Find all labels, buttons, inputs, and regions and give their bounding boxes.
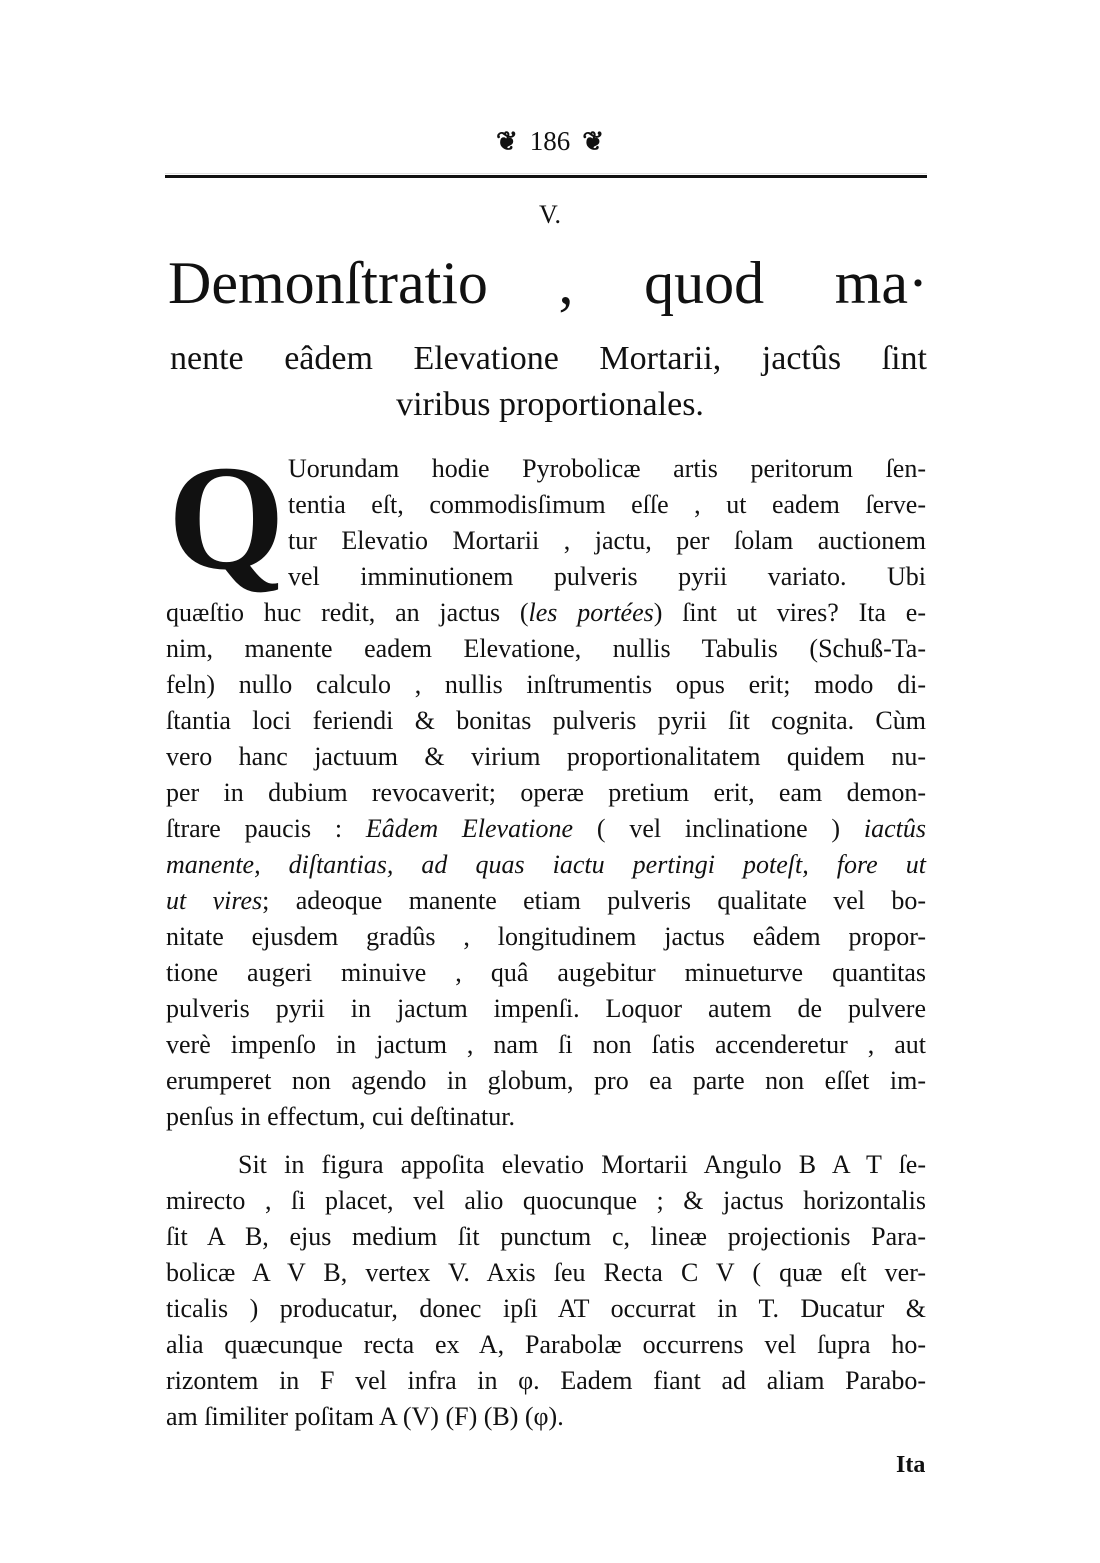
text-line: vel imminutionem pulveris pyrii variato. Ubi xyxy=(288,562,926,591)
floral-ornament-icon: ❦ xyxy=(495,127,518,156)
text-line: Uorundam hodie Pyrobolicæ artis peritorum ſen- xyxy=(288,454,926,483)
text-line: erumperet non agendo in globum, pro ea parte non eſſet im- xyxy=(166,1066,926,1095)
text-line: verè impenſo in jactum , nam ſi non ſatis accenderetur , aut xyxy=(166,1030,926,1059)
text-line: am ſimiliter poſitam A (V) (F) (B) (φ). xyxy=(166,1402,564,1431)
text-span: ) ſint ut vires? Ita e- xyxy=(653,598,926,627)
text-span: ſtrare paucis : xyxy=(166,814,366,843)
running-header xyxy=(0,126,1100,157)
italic-span: les portées xyxy=(528,598,654,627)
text-line: tentia eſt, commodisſimum eſſe , ut eadem ſerve- xyxy=(288,490,926,519)
text-line: nim, manente eadem Elevatione, nullis Tabulis (Schuß-Ta- xyxy=(166,634,926,663)
italic-span: Eâdem Elevatione xyxy=(365,814,574,843)
text-line xyxy=(166,812,926,846)
text-span: ; adeoque manente etiam pulveris qualitate vel bo- xyxy=(262,886,926,915)
text-line: Sit in figura appoſita elevatio Mortarii Angulo B A T ſe- xyxy=(238,1150,926,1179)
text-line: ſit A B, ejus medium ſit punctum c, lineæ projectionis Para- xyxy=(166,1222,926,1251)
text-line xyxy=(166,884,926,918)
italic-span: iactûs xyxy=(863,814,926,843)
text-line: mirecto , ſi placet, vel alio quocunque ; & jactus horizontalis xyxy=(166,1186,926,1215)
text-line: tur Elevatio Mortarii , jactu, per ſolam auctionem xyxy=(288,526,926,555)
text-line xyxy=(166,596,926,630)
text-line: nitate ejusdem gradûs , longitudinem jactus eâdem propor- xyxy=(166,922,926,951)
text-line: per in dubium revocaverit; operæ pretium erit, eam demon- xyxy=(166,778,926,807)
chapter-title-line-1: Demonſtratio , quod ma· xyxy=(168,250,928,316)
text-line: bolicæ A V B, vertex V. Axis ſeu Recta C V ( quæ eſt ver- xyxy=(166,1258,926,1287)
section-numeral: V. xyxy=(539,200,561,229)
header-rule xyxy=(165,175,927,178)
catchword: Ita xyxy=(896,1452,926,1478)
text-line: tione augeri minuive , quâ augebitur minueturve quantitas xyxy=(166,958,926,987)
text-line: vero hanc jactuum & virium proportionalitatem quidem nu- xyxy=(166,742,926,771)
floral-ornament-icon: ❦ xyxy=(582,127,605,156)
drop-cap: Q xyxy=(168,435,285,601)
text-line: alia quæcunque recta ex A, Parabolæ occurrens vel ſupra ho- xyxy=(166,1330,926,1359)
page-number: 186 xyxy=(529,126,571,156)
text-line: ticalis ) producatur, donec ipſi AT occurrat in T. Ducatur & xyxy=(166,1294,926,1323)
chapter-title-line-2: nente eâdem Elevatione Mortarii, jactûs ſint xyxy=(170,340,927,377)
text-line: pulveris pyrii in jactum impenſi. Loquor autem de pulvere xyxy=(166,994,926,1023)
text-line: penſus in effectum, cui deſtinatur. xyxy=(166,1102,515,1131)
chapter-title-line-3: viribus proportionales. xyxy=(396,386,704,423)
text-line: rizontem in F vel infra in φ. Eadem fiant ad aliam Parabo- xyxy=(166,1366,926,1395)
text-span: quæſtio huc redit, an jactus ( xyxy=(166,598,529,627)
text-line: ſtantia loci feriendi & bonitas pulveris pyrii ſit cognita. Cùm xyxy=(166,706,926,735)
text-span: ( vel inclinatione ) xyxy=(573,814,864,843)
italic-span: ut vires xyxy=(166,886,263,915)
italic-span: manente, diſtantias, ad quas iactu pertingi poteſt, fore ut xyxy=(166,850,926,879)
text-line: feln) nullo calculo , nullis inſtrumentis opus erit; modo di- xyxy=(166,670,926,699)
text-line xyxy=(166,848,926,882)
